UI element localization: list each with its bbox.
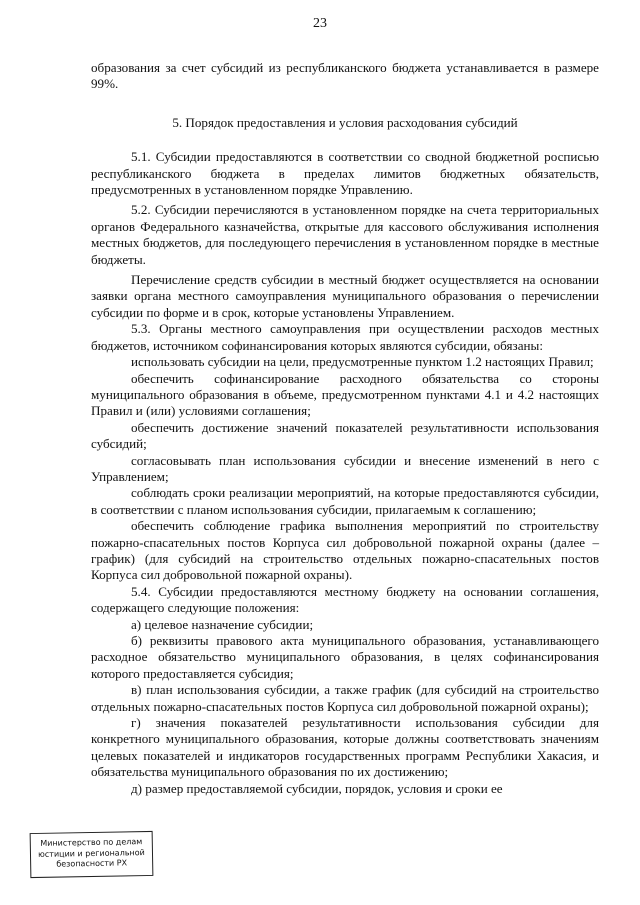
section-title: 5. Порядок предоставления и условия расходования субсидий (172, 114, 518, 130)
agreement-item-g: г) значения показателей результативности использования субсидии для конкретного муниципального образования, которые должны соответствовать значениям целевых показателей и индикаторов государственных программ Республики Хакасия, и обязательства муниципального образования по их достижению; (91, 715, 599, 780)
agreement-item-a: а) целевое назначение субсидии; (131, 616, 314, 632)
ministry-stamp (30, 831, 154, 878)
agreement-item-v: в) план использования субсидии, а также график (для субсидий на строительство отдельных пожарно-спасательных постов Корпуса сил добровольной пожарной охраны); (91, 682, 599, 714)
obligation-item: соблюдать сроки реализации мероприятий, на которые предоставляются субсидии, в соответствии с планом использования субсидии, прилагаемым к соглашению; (91, 485, 599, 517)
obligation-item: обеспечить достижение значений показателей результативности использования субсидий; (91, 419, 599, 452)
obligation-item: использовать субсидии на цели, предусмотренные пунктом 1.2 настоящих Правил; (131, 354, 594, 370)
paragraph-transfer: Перечисление средств субсидии в местный бюджет осуществляется на основании заявки органа местного самоуправления муниципального образования о перечислении субсидии по форме и в срок, которые установлены Управлением. (91, 272, 599, 320)
paragraph-5-2: 5.2. Субсидии перечисляются в установленном порядке на счета территориальных органов Федерального казначейства, открытые для кассового обслуживания исполнения местных бюджетов, для последующего перечисления в установленном порядке в местные бюджеты. (91, 202, 599, 267)
paragraph-5-1: 5.1. Субсидии предоставляются в соответствии со сводной бюджетной росписью республиканского бюджета в пределах лимитов бюджетных обязательств, предусмотренных в установленном порядке Управлению. (91, 149, 599, 198)
intro-paragraph: образования за счет субсидий из республиканского бюджета устанавливается в размере 99%. (91, 60, 599, 92)
page-number: 23 (313, 16, 327, 31)
stamp-line: Министерство по делам (40, 837, 143, 848)
obligation-item: согласовывать план использования субсидии и внесение изменений в него с Управлением; (91, 452, 599, 484)
agreement-item-b: б) реквизиты правового акта муниципального образования, устанавливающего расходное обязательство муниципального образования, в целях софинансирования которого предоставляется субсидия; (91, 633, 599, 681)
agreement-item-d: д) размер предоставляемой субсидии, порядок, условия и сроки ее (131, 780, 503, 796)
stamp-line: юстиции и региональной (38, 847, 145, 859)
document-body (91, 60, 599, 797)
paragraph-5-4: 5.4. Субсидии предоставляются местному бюджету на основании соглашения, содержащего следующие положения: (91, 583, 599, 616)
paragraph-5-3: 5.3. Органы местного самоуправления при осуществлении расходов местных бюджетов, источником софинансирования которых являются субсидии, обязаны: (91, 321, 599, 353)
stamp-line: безопасности РХ (56, 858, 128, 869)
obligation-item: обеспечить софинансирование расходного обязательства со стороны муниципального образования в объеме, предусмотренном пунктами 4.1 и 4.2 настоящих Правил и (или) условиями соглашения; (91, 370, 599, 419)
obligation-item: обеспечить соблюдение графика выполнения мероприятий по строительству пожарно-спасательных постов Корпуса сил добровольной пожарной охраны (далее – график) (для субсидий на строительство отдельных пожарно-спасательных постов Корпуса сил добровольной пожарной охраны). (91, 518, 599, 583)
